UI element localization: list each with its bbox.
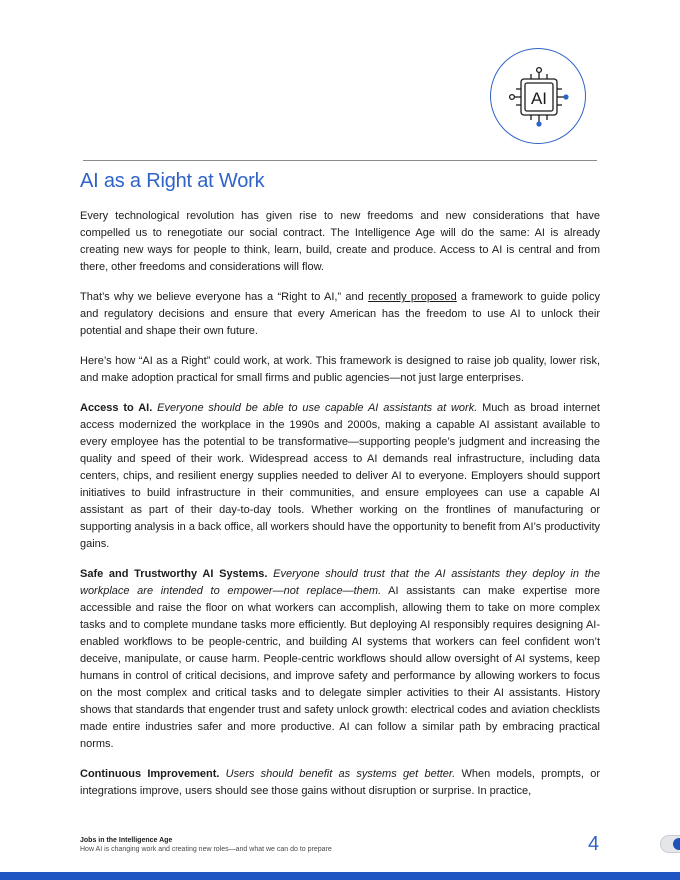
view-toggle[interactable]	[660, 835, 680, 853]
footer-subtitle: How AI is changing work and creating new roles—and what we can do to prepare	[80, 846, 332, 853]
bottom-accent-bar	[0, 872, 680, 880]
recently-proposed-link[interactable]: recently proposed	[368, 291, 457, 303]
heading-safe-trustworthy: Safe and Trustworthy AI Systems.	[80, 568, 268, 580]
paragraph-access-to-ai: Access to AI. Everyone should be able to use capable AI assistants at work. Much as broad internet access modernized the workplace in the 1990s and 2000s, making a capable AI assistant available to every employee has the potential to be transformative—supporting people’s judgment and increasing the quality and speed of their work. Widespread access to AI demands real infrastructure, including data centers, chips, and resilient energy supplies needed to deliver AI to everyone. Employers should support initiatives to build infrastructure in their communities, and ensure employees can use a capable AI assistant as part of their day-to-day tools. Whether working on the frontlines of manufacturing or supporting analysis in a back office, all workers should have the opportunity to benefit from AI’s productivity gains.	[80, 402, 600, 550]
page-title: AI as a Right at Work	[80, 170, 265, 192]
header-divider	[83, 160, 597, 161]
ai-chip-icon	[491, 49, 587, 145]
paragraph-safe-trustworthy: Safe and Trustworthy AI Systems. Everyone should trust that the AI assistants they deploy in the workplace are intended to empower—not replace—them. AI assistants can make expertise more accessible and raise the floor on what workers can accomplish, allowing them to take on more complex tasks and to complete mundane tasks more efficiently. But deploying AI responsibly requires designing AI-enabled workflows to be people-centric, and building AI systems that workers can feel confident won’t deceive, manipulate, or cause harm. People-centric workflows should allow oversight of AI systems, keep humans in control of critical decisions, and improve safety and performance by allowing workers to focus on the most complex and critical tasks and to delegate simpler activities to their AI assistants. History shows that standards that engender trust and safety unlock growth: electrical codes and aviation checklists made entire industries safer and more productive. AI can follow a similar path by embracing practical norms.	[80, 568, 600, 750]
ai-badge	[490, 48, 586, 144]
paragraph-right-to-ai: That’s why we believe everyone has a “Right to AI,” and recently proposed a framework to guide policy and regulatory decisions and ensure that every American has the freedom to use AI to unlock their potential and shape their own future.	[80, 291, 600, 337]
toggle-knob	[673, 838, 680, 850]
paragraph-intro: Every technological revolution has given rise to new freedoms and new considerations that have compelled us to renegotiate our social contract. The Intelligence Age will do the same: AI is already creating new ways for people to think, learn, build, create and produce. Access to AI is central and from there, other freedoms and considerations will flow.	[80, 210, 600, 273]
heading-continuous-improvement: Continuous Improvement.	[80, 768, 220, 780]
page-number: 4	[588, 833, 600, 855]
footer-title: Jobs in the Intelligence Age	[80, 837, 173, 844]
paragraph-framework: Here’s how “AI as a Right” could work, at work. This framework is designed to raise job quality, lower risk, and make adoption practical for small firms and public agencies—not just large enterprises.	[80, 355, 600, 384]
heading-access-to-ai: Access to AI.	[80, 402, 153, 414]
article-body	[80, 208, 600, 813]
ai-badge-label: AI	[530, 89, 548, 108]
paragraph-continuous-improvement: Continuous Improvement. Users should benefit as systems get better. When models, prompts, or integrations improve, users should see those gains without disruption or surprise. In practice,	[80, 768, 600, 797]
